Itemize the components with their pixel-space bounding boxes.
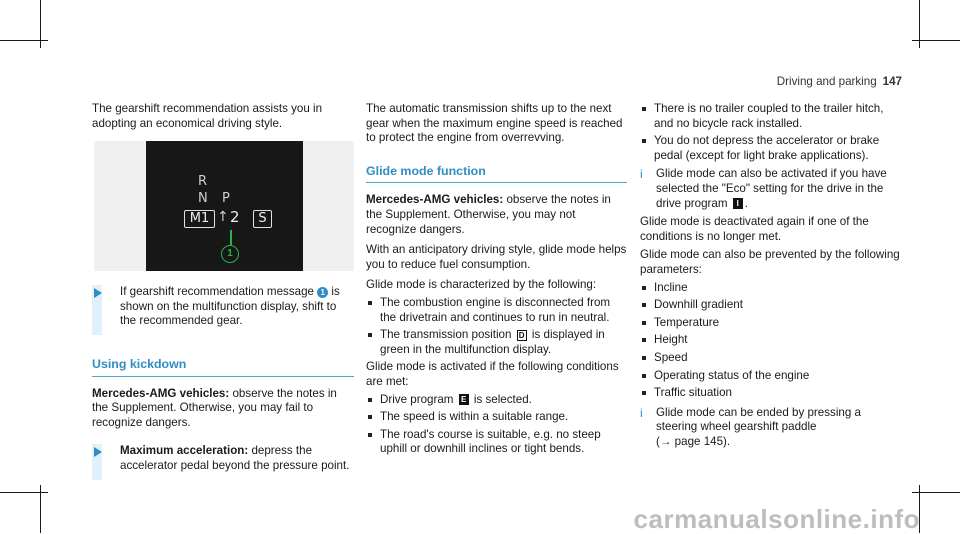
- list-item: [366, 328, 627, 357]
- shift-up-arrow: ↑: [217, 209, 229, 226]
- note-text: Glide mode can be ended by pressing a steering wheel gearshift paddle: [656, 405, 861, 434]
- column-2: [366, 102, 627, 460]
- amg-glide-note: [366, 193, 627, 237]
- column-1: [92, 102, 354, 474]
- callout-pointer: [230, 230, 232, 246]
- crop-mark: [0, 40, 48, 41]
- note-text-end: .: [744, 196, 748, 210]
- list-item-text: Speed: [654, 350, 688, 364]
- crop-mark: [912, 40, 960, 41]
- list-item: [640, 134, 902, 163]
- list-item: [366, 428, 627, 457]
- list-item: [640, 102, 902, 131]
- step-arrow-icon: [94, 288, 102, 298]
- parameters-list: [640, 281, 902, 401]
- amg-text: observe the notes in the Supplement. Otherwise, you may fail to recognize dangers.: [92, 386, 337, 429]
- gear-p: P: [222, 191, 230, 207]
- prevented-paragraph: Glide mode can also be prevented by the following parameters:: [640, 248, 900, 276]
- list-item-text: You do not depress the accelerator or brake pedal (except for light brake applications).: [654, 134, 880, 162]
- crop-mark: [0, 492, 48, 493]
- instruction-step: [92, 285, 354, 329]
- conditions-continued-list: [640, 102, 902, 163]
- list-item: [640, 351, 902, 366]
- callout-1-icon: 1: [317, 287, 328, 298]
- list-item: [640, 298, 902, 313]
- gear-n: N: [198, 191, 208, 207]
- list-item-text-end: is selected.: [470, 392, 532, 406]
- list-item-text: Traffic situation: [654, 386, 732, 400]
- bullet: [642, 139, 646, 143]
- transmission-d-icon: D: [517, 330, 527, 341]
- list-item-text: Operating status of the engine: [654, 368, 810, 382]
- step-arrow-icon: [94, 447, 102, 457]
- list-item-text: There is no trailer coupled to the trailer hitch, and no bicycle rack installed.: [654, 102, 884, 130]
- eco-note: [640, 167, 902, 211]
- list-item: [366, 296, 627, 325]
- max-accel-label: Maximum acceleration:: [120, 444, 249, 458]
- paddle-note: [640, 406, 902, 450]
- bullet: [368, 433, 372, 437]
- list-item-text: Incline: [654, 280, 688, 294]
- info-icon: i: [640, 405, 643, 420]
- intro-paragraph: The gearshift recommendation assists you in adopting an economical driving style.: [92, 102, 323, 130]
- instruction-text: If gearshift recommendation message: [120, 285, 318, 299]
- activation-conditions-list: [366, 393, 627, 457]
- bullet: [642, 286, 646, 290]
- activated-paragraph: Glide mode is activated if the following conditions are met:: [366, 360, 619, 388]
- list-item-text: The combustion engine is disconnected from the drivetrain and continues to run in neutral.: [380, 295, 611, 324]
- bullet: [368, 301, 372, 305]
- list-item-text: Drive program: [380, 392, 457, 406]
- figure-callout-1: 1: [221, 245, 239, 263]
- bullet: [642, 321, 646, 325]
- recommended-gear: 2: [230, 208, 240, 227]
- page-header: [777, 75, 902, 90]
- list-item: [640, 369, 902, 384]
- list-item-text: Height: [654, 333, 688, 347]
- bullet: [642, 391, 646, 395]
- list-item: [640, 386, 902, 401]
- column-3: [640, 102, 902, 449]
- list-item-text: Temperature: [654, 315, 720, 329]
- gear-display-figure: [94, 141, 354, 271]
- list-item: [366, 393, 627, 408]
- bullet: [642, 338, 646, 342]
- anticipatory-paragraph: With an anticipatory driving style, glide mode helps you to reduce fuel consumption.: [366, 243, 627, 271]
- bullet: [642, 303, 646, 307]
- list-item: [366, 410, 627, 425]
- bullet: [642, 374, 646, 378]
- sport-box: S: [253, 210, 272, 228]
- multifunction-display: [146, 141, 303, 271]
- list-item: [640, 281, 902, 296]
- bullet: [642, 356, 646, 360]
- list-item: [640, 333, 902, 348]
- drive-program-i-icon: I: [733, 198, 743, 209]
- info-icon: i: [640, 167, 643, 182]
- kickdown-heading: Using kickdown: [92, 357, 354, 377]
- max-accel-text: depress the accelerator pedal beyond the pressure point.: [120, 444, 350, 472]
- kickdown-step: [92, 444, 354, 473]
- section-name: Driving and parking: [776, 75, 877, 88]
- bullet: [368, 415, 372, 419]
- glide-mode-heading: Glide mode function: [366, 164, 627, 184]
- amg-label: Mercedes-AMG vehicles:: [92, 386, 230, 400]
- watermark: carmanualsonline.info: [633, 504, 920, 534]
- characterized-paragraph: Glide mode is characterized by the following:: [366, 278, 597, 292]
- list-item-text: The speed is within a suitable range.: [380, 410, 569, 424]
- list-item-text: The transmission position: [380, 328, 515, 342]
- list-item-text: The road's course is suitable, e.g. no steep uphill or downhill inclines or tight bends.: [380, 427, 601, 456]
- mode-box: M1: [184, 210, 215, 228]
- gear-r: R: [198, 174, 208, 190]
- list-item: [640, 316, 902, 331]
- crop-mark: [912, 492, 960, 493]
- bullet: [368, 398, 372, 402]
- bullet: [642, 107, 646, 111]
- amg-text: observe the notes in the Supplement. Otherwise, you may not recognize dangers.: [366, 193, 611, 236]
- characteristics-list: [366, 296, 627, 357]
- page-number: 147: [882, 75, 902, 88]
- instruction-text-end: is shown on the multifunction display, shift to the recommended gear.: [120, 285, 340, 328]
- list-item-text-end: is displayed in green in the multifunction display.: [380, 328, 605, 356]
- page-reference-link[interactable]: (→ page 145).: [656, 434, 731, 448]
- list-item-text: Downhill gradient: [654, 298, 743, 312]
- drive-program-e-icon: E: [459, 394, 469, 405]
- deactivated-paragraph: Glide mode is deactivated again if one of the conditions is no longer met.: [640, 215, 869, 243]
- transmission-paragraph: The automatic transmission shifts up to the next gear when the maximum engine speed is reached to protect the engine from overrevving.: [366, 102, 623, 145]
- bullet: [368, 333, 372, 337]
- amg-label: Mercedes-AMG vehicles:: [366, 193, 504, 207]
- amg-kickdown-note: [92, 387, 354, 431]
- note-text: Glide mode can also be activated if you have selected the "Eco" setting for the drive in the drive program: [656, 167, 887, 210]
